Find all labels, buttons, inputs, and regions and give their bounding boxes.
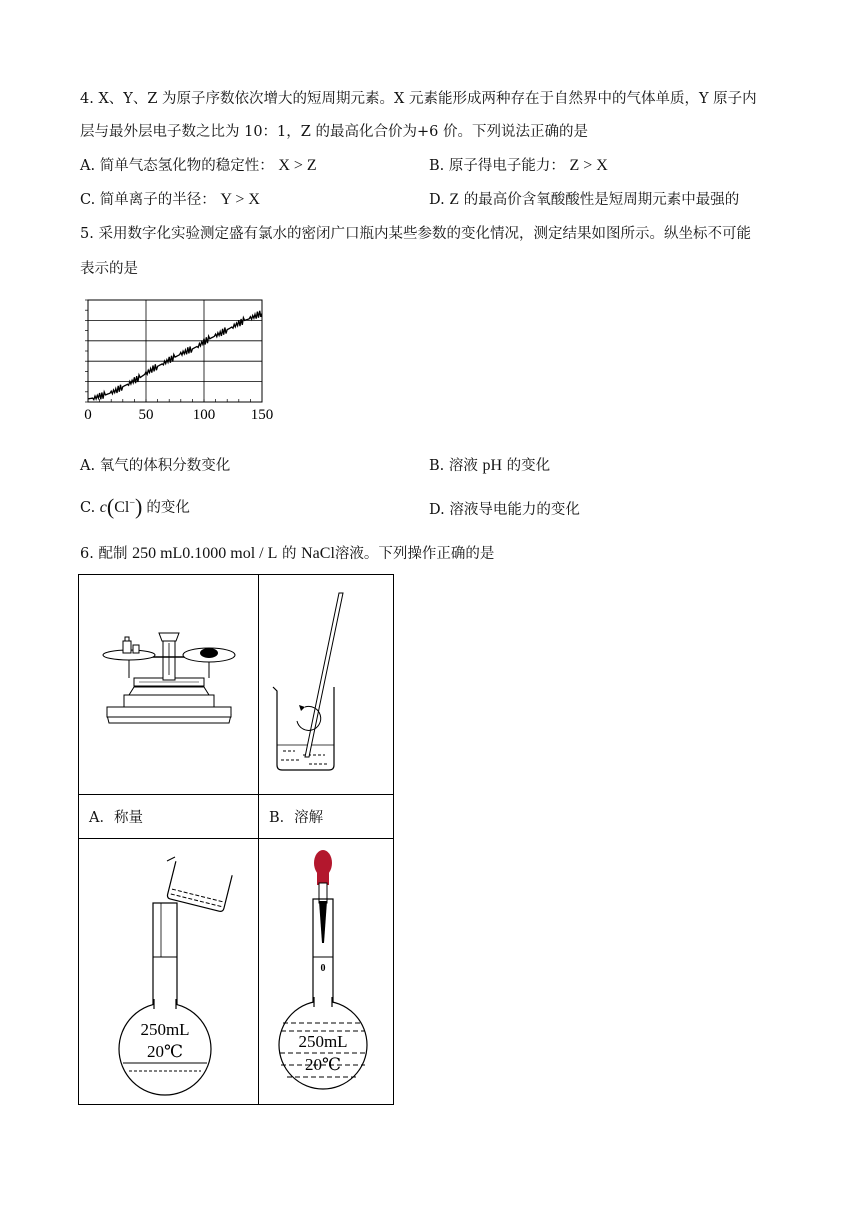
chart-x-tick-labels [84, 407, 273, 423]
q6-image-d-cell[interactable] [259, 839, 394, 1105]
q6-options-table [78, 574, 394, 1105]
q6-salt: NaCl [301, 545, 335, 562]
q4-option-a-expr: X > Z [278, 157, 317, 174]
dropper-scale-mark: 0 [320, 963, 326, 974]
q4-option-c-expr: Y > X [220, 191, 260, 208]
q6-caption-b[interactable]: B．溶解 [259, 795, 394, 839]
q4-option-a[interactable]: A. 简单气态氢化物的稳定性： X > Z [80, 157, 317, 174]
chart-x-tick-label: 100 [192, 407, 216, 423]
chart-x-tick-label: 150 [250, 407, 274, 423]
q6-image-a-cell[interactable] [79, 575, 259, 795]
q5-option-c-expr: c(Cl−) [99, 494, 143, 519]
chart-x-tick-label: 50 [138, 407, 154, 423]
q4-option-d[interactable]: D. Z 的最高价含氧酸酸性是短周期元素中最强的 [429, 191, 740, 208]
q5-option-c[interactable]: C. c(Cl−) 的变化 [80, 494, 190, 519]
flask-d-volume-label: 250mL [298, 1032, 348, 1051]
q4-stem-line2: 层与最外层电子数之比为 10：1，Z 的最高化合价为+6 价。下列说法正确的是 [80, 124, 588, 140]
chart-grid [88, 300, 262, 402]
chart-x-tick-label: 0 [84, 407, 92, 423]
q5-stem-line2: 表示的是 [80, 261, 138, 277]
pouring-into-flask-illustration [79, 839, 258, 1100]
q4-option-d-z: Z [449, 191, 460, 208]
q4-stem-line1: 4. X、Y、Z 为原子序数依次增大的短周期元素。X 元素能形成两种存在于自然界中的气体单质，Y 原子内 [80, 91, 757, 107]
q5-option-b[interactable]: B. 溶液 pH 的变化 [429, 457, 551, 474]
flask-d-temp-label: 20℃ [304, 1055, 342, 1074]
beaker-stirring-illustration [259, 575, 393, 790]
q6-stem: 6. 配制 250 mL0.1000 mol / L 的 NaCl溶液。下列操作正确的是 [80, 545, 495, 562]
q5-stem-line1: 5. 采用数字化实验测定盛有氯水的密闭广口瓶内某些参数的变化情况，测定结果如图所示。纵坐标不可能 [80, 226, 751, 242]
dropper-into-flask-illustration [259, 839, 393, 1100]
chart-frame [88, 300, 262, 402]
flask-c-temp-label: 20℃ [146, 1042, 184, 1061]
q6-concentration: 250 mL0.1000 mol / L [132, 545, 278, 562]
q4-option-b[interactable]: B. 原子得电子能力： Z > X [429, 157, 608, 174]
q5-option-b-ph: pH [482, 457, 503, 474]
q4-option-c[interactable]: C. 简单离子的半径： Y > X [80, 191, 260, 208]
balance-scale-illustration [79, 575, 258, 790]
q6-image-b-cell[interactable] [259, 575, 394, 795]
q6-image-c-cell[interactable] [79, 839, 259, 1105]
q5-option-a[interactable]: A. 氧气的体积分数变化 [80, 458, 231, 474]
chart-ticks [85, 300, 262, 402]
chart-series-line [88, 311, 262, 400]
q4-option-b-expr: Z > X [569, 157, 608, 174]
q6-caption-a[interactable]: A．称量 [79, 795, 259, 839]
q5-option-d[interactable]: D. 溶液导电能力的变化 [429, 502, 580, 518]
q5-line-chart [80, 292, 280, 432]
flask-c-volume-label: 250mL [140, 1020, 190, 1039]
